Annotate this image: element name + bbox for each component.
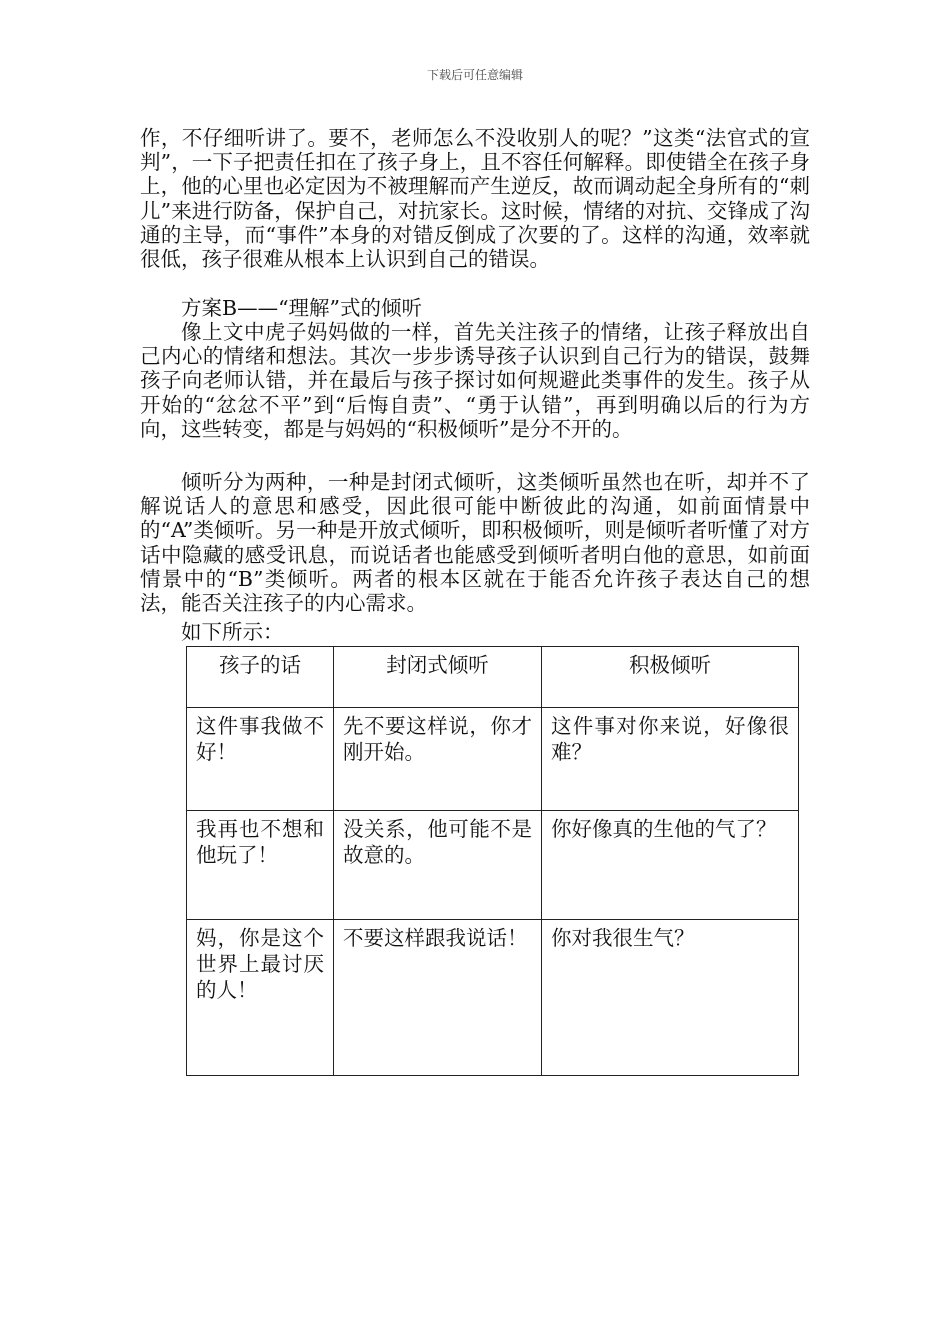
paragraph-4: 倾听分为两种，一种是封闭式倾听，这类倾听虽然也在听，却并不了解说话人的意思和感受，因此很可能中断彼此的沟通，如前面情景中的“A”类倾听。另一种是开放式倾听，即积极倾听，则是倾听者听懂了对方话中隐藏的感受讯息，而说话者也能感受到倾听者明白他的意思，如前面情景中的“B”类倾听。两者的根本区就在于能否允许孩子表达自己的想法，能否关注孩子的内心需求。 [140,470,810,616]
table-cell: 你对我很生气？ [542,920,799,1076]
table-cell: 先不要这样说，你才刚开始。 [334,708,542,811]
body-text-block [140,620,810,644]
table-header-cell: 封闭式倾听 [334,647,542,708]
body-text-block [140,126,810,271]
table-header-row [187,647,799,708]
section-heading-plan-b: 方案B——“理解”式的倾听 [181,296,423,320]
table-header-cell: 积极倾听 [542,647,799,708]
paragraph-5: 如下所示： [181,620,284,644]
table-cell: 不要这样跟我说话！ [334,920,542,1076]
table-cell: 妈，你是这个世界上最讨厌的人！ [187,920,334,1076]
page-header: 下载后可任意编辑 [426,68,523,82]
paragraph-1: 作，不仔细听讲了。要不，老师怎么不没收别人的呢？”这类“法官式的宣判”，一下子把责任扣在了孩子身上，且不容任何解释。即使错全在孩子身上，他的心里也必定因为不被理解而产生逆反，故而调动起全身所有的“刺儿”来进行防备，保护自己，对抗家长。这时候，情绪的对抗、交锋成了沟通的主导，而“事件”本身的对错反倒成了次要的了。这样的沟通，效率就很低，孩子很难从根本上认识到自己的错误。 [140,126,810,272]
paragraph-3: 像上文中虎子妈妈做的一样，首先关注孩子的情绪，让孩子释放出自己内心的情绪和想法。其次一步步诱导孩子认识到自己行为的错误，鼓舞孩子向老师认错，并在最后与孩子探讨如何规避此类事件的发生。孩子从开始的“忿忿不平”到“后悔自责”、“勇于认错”，再到明确以后的行为方向，这些转变，都是与妈妈的“积极倾听”是分不开的。 [140,320,810,441]
table-header-cell: 孩子的话 [187,647,334,708]
table-row [187,920,799,1076]
table-cell: 这件事我做不好！ [187,708,334,811]
section-heading-block [140,296,810,320]
table-cell: 我再也不想和他玩了！ [187,811,334,920]
table-cell: 你好像真的生他的气了？ [542,811,799,920]
listening-comparison-table [186,646,799,1076]
table-row [187,811,799,920]
body-text-block [140,320,810,441]
body-text-block [140,470,810,615]
table-cell: 没关系，他可能不是故意的。 [334,811,542,920]
table-cell: 这件事对你来说，好像很难？ [542,708,799,811]
table-row [187,708,799,811]
